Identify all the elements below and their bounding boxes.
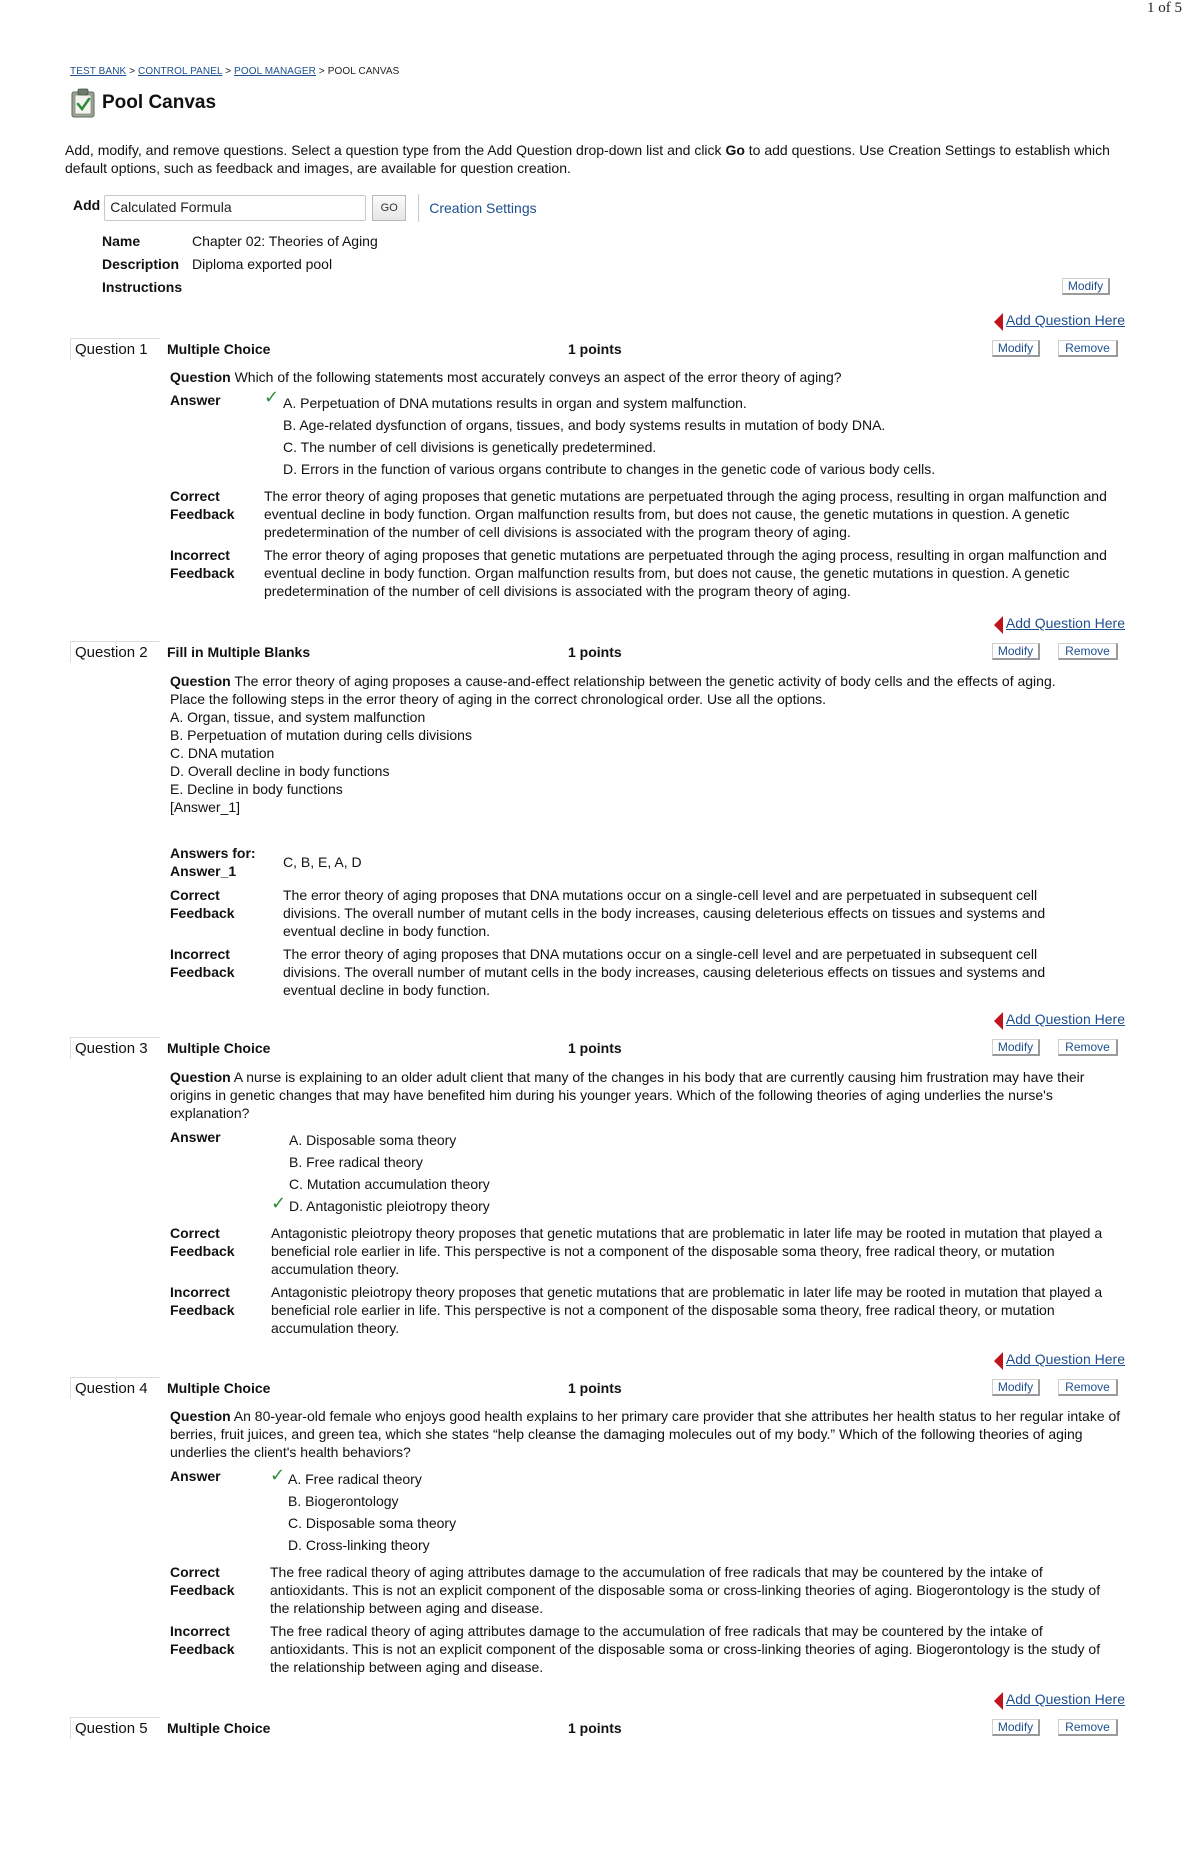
question-5-header [70, 1717, 1122, 1739]
answer-option: A. Free radical theory [288, 1471, 422, 1487]
add-question-here-label: Add Question Here [1005, 1691, 1125, 1707]
answer-option: D. Errors in the function of various organs contribute to changes in the genetic code of various body cells. [283, 461, 936, 477]
pool-instructions-row [102, 279, 192, 295]
question-label: Question [170, 673, 231, 689]
instructions-label: Instructions [102, 279, 183, 295]
question-type: Multiple Choice [167, 1720, 271, 1736]
question-body: An 80-year-old female who enjoys good health explains to her primary care provider that she attributes her health status to her regular intake of berries, fruit juices, and green tea, which she states “help cleanse the damaging molecules out of my body.” Which of the following theories of aging underlies the client's health behaviors? [170, 1408, 1121, 1460]
feedback-word: Feedback [170, 1582, 235, 1598]
correct-word: Correct [170, 1225, 220, 1241]
incorrect-feedback-label [170, 1283, 235, 1319]
question-points: 1 points [568, 341, 622, 357]
breadcrumb [70, 66, 399, 77]
answer-option: D. Antagonistic pleiotropy theory [289, 1198, 490, 1214]
intro-part-1: Add, modify, and remove questions. Select a question type from the Add Question drop-down list and click [65, 142, 726, 158]
question-1-text [170, 368, 1125, 386]
add-question-here-label: Add Question Here [1005, 1351, 1125, 1367]
answer-option: C. Mutation accumulation theory [289, 1176, 490, 1192]
question-body-line: A. Organ, tissue, and system malfunction [170, 709, 426, 725]
remove-question-1-button[interactable]: Remove [1058, 340, 1118, 357]
breadcrumb-separator: > [225, 66, 232, 77]
add-question-here-label: Add Question Here [1005, 1011, 1125, 1027]
question-label: Question [170, 1069, 231, 1085]
breadcrumb-test-bank[interactable]: TEST BANK [70, 66, 127, 77]
page-number: 1 of 5 [1147, 0, 1182, 16]
answer-label: Answer [170, 392, 221, 408]
question-2-header [70, 641, 1122, 663]
correct-feedback-label [170, 886, 235, 922]
question-number: Question 3 [70, 1037, 160, 1059]
remove-question-2-button[interactable]: Remove [1058, 643, 1118, 660]
answer-label: Answer [170, 1129, 221, 1145]
remove-question-4-button[interactable]: Remove [1058, 1379, 1118, 1396]
intro-go-word: Go [725, 142, 745, 158]
answers-for-label [170, 844, 256, 880]
answer-option: C. Disposable soma theory [288, 1515, 457, 1531]
question-type: Multiple Choice [167, 1380, 271, 1396]
feedback-word: Feedback [170, 964, 235, 980]
green-check-icon: ✓ [271, 1193, 287, 1213]
correct-feedback-text: Antagonistic pleiotropy theory proposes that genetic mutations that are problematic in later life may be rooted in mutation that played a beneficial role earlier in life. This perspective is not a component of the disposable soma theory, free radical theory, or mutation accumulation theory. [271, 1225, 1103, 1277]
red-arrow-icon [994, 1352, 1003, 1370]
answer-option: D. Cross-linking theory [288, 1537, 430, 1553]
correct-feedback-label [170, 1563, 235, 1599]
toolbar-divider [418, 194, 419, 222]
breadcrumb-separator: > [318, 66, 325, 77]
question-points: 1 points [568, 1380, 622, 1396]
modify-question-1-button[interactable]: Modify [992, 340, 1040, 357]
red-arrow-icon [994, 616, 1003, 634]
name-label: Name [102, 233, 141, 249]
incorrect-word: Incorrect [170, 1623, 230, 1639]
answers-for-word: Answers for: [170, 845, 256, 861]
correct-word: Correct [170, 1564, 220, 1580]
pool-description: Diploma exported pool [192, 256, 333, 272]
feedback-word: Feedback [170, 1302, 235, 1318]
correct-feedback-label [170, 1224, 235, 1260]
answer-option: B. Free radical theory [289, 1154, 423, 1170]
question-number: Question 1 [70, 338, 160, 360]
question-body-line: [Answer_1] [170, 799, 241, 815]
add-question-here-link[interactable] [994, 1688, 1125, 1710]
question-3-header [70, 1037, 1122, 1059]
breadcrumb-control-panel[interactable]: CONTROL PANEL [138, 66, 223, 77]
red-arrow-icon [994, 1012, 1003, 1030]
answer-option: C. The number of cell divisions is genetically predetermined. [283, 439, 657, 455]
correct-feedback-text: The error theory of aging proposes that genetic mutations are perpetuated through the aging process, resulting in organ malfunction and eventual decline in body function. Organ malfunction results from, but does not cause, the genetic mutations in question. A genetic predetermination of the number of cell divisions is associated with the program theory of aging. [264, 488, 1107, 540]
creation-settings-link[interactable]: Creation Settings [429, 200, 537, 216]
answer-1-word: Answer_1 [170, 863, 237, 879]
feedback-word: Feedback [170, 506, 235, 522]
correct-word: Correct [170, 887, 220, 903]
answer-option: A. Disposable soma theory [289, 1132, 457, 1148]
answer-label: Answer [170, 1468, 221, 1484]
add-label: Add [73, 197, 101, 213]
question-points: 1 points [568, 1720, 622, 1736]
question-type: Fill in Multiple Blanks [167, 644, 311, 660]
go-button[interactable]: GO [372, 195, 406, 221]
feedback-word: Feedback [170, 565, 235, 581]
incorrect-feedback-text: The free radical theory of aging attributes damage to the accumulation of free radicals that may be countered by the intake of antioxidants. This is not an explicit component of the disposable soma or cross-linking theories of aging. Biogerontology is the study of the relationship between aging and disease. [270, 1623, 1101, 1675]
clipboard-check-icon [70, 88, 96, 118]
remove-question-3-button[interactable]: Remove [1058, 1039, 1118, 1056]
modify-question-2-button[interactable]: Modify [992, 643, 1040, 660]
question-body-line: D. Overall decline in body functions [170, 763, 390, 779]
add-question-here-link[interactable] [994, 1348, 1125, 1370]
question-4-text [170, 1407, 1125, 1461]
question-body-line: C. DNA mutation [170, 745, 275, 761]
incorrect-word: Incorrect [170, 946, 230, 962]
intro-part-2: to add questions. Use Creation Settings to establish which default options, such as feedback and images, are available for question creation. [65, 142, 1110, 176]
question-3-text [170, 1068, 1125, 1122]
question-number: Question 2 [70, 641, 160, 663]
question-4-header [70, 1377, 1122, 1399]
pool-name: Chapter 02: Theories of Aging [192, 233, 378, 249]
page-title: Pool Canvas [102, 92, 217, 113]
question-points: 1 points [568, 1040, 622, 1056]
feedback-word: Feedback [170, 905, 235, 921]
green-check-icon: ✓ [270, 1465, 286, 1485]
green-check-icon: ✓ [264, 387, 280, 407]
red-arrow-icon [994, 313, 1003, 331]
question-body-line: The error theory of aging proposes a cause-and-effect relationship between the genetic activity of body cells and the effects of aging. [234, 673, 1056, 689]
question-body-line: Place the following steps in the error theory of aging in the correct chronological order. Use all the options. [170, 691, 827, 707]
feedback-word: Feedback [170, 1243, 235, 1259]
question-1-header [70, 338, 1122, 360]
add-question-here-link[interactable] [994, 309, 1125, 331]
answer-option: A. Perpetuation of DNA mutations results in organ and system malfunction. [283, 395, 747, 411]
add-question-here-label: Add Question Here [1005, 312, 1125, 328]
incorrect-word: Incorrect [170, 1284, 230, 1300]
correct-feedback-text: The free radical theory of aging attributes damage to the accumulation of free radicals that may be countered by the intake of antioxidants. This is not an explicit component of the disposable soma or cross-linking theories of aging. Biogerontology is the study of the relationship between aging and disease. [270, 1564, 1101, 1616]
add-question-here-link[interactable] [994, 612, 1125, 634]
incorrect-feedback-text: The error theory of aging proposes that genetic mutations are perpetuated through the aging process, resulting in organ malfunction and eventual decline in body function. Organ malfunction results from, but does not cause, the genetic mutations in question. A genetic predetermination of the number of cell divisions is associated with the program theory of aging. [264, 547, 1107, 599]
question-body: Which of the following statements most accurately conveys an aspect of the error theory of aging? [234, 369, 842, 385]
incorrect-feedback-label [170, 945, 235, 981]
modify-question-3-button[interactable]: Modify [992, 1039, 1040, 1056]
incorrect-feedback-text: The error theory of aging proposes that DNA mutations occur on a single-cell level and are perpetuated in subsequent cell divisions. The overall number of mutant cells in the body increases, causing deleterious effects on tissues and systems and eventual decline in body function. [283, 946, 1046, 998]
question-type-select[interactable]: Calculated Formula [104, 195, 366, 221]
page-header [70, 88, 216, 118]
pool-description-row [102, 256, 332, 272]
correct-word: Correct [170, 488, 220, 504]
remove-question-5-button[interactable]: Remove [1058, 1719, 1118, 1736]
modify-question-4-button[interactable]: Modify [992, 1379, 1040, 1396]
breadcrumb-current: POOL CANVAS [327, 66, 400, 77]
question-body: A nurse is explaining to an older adult client that many of the changes in his body that are currently causing him frustration may have their origins in genetic changes that may have benefited him during his younger years. Which of the following theories of aging underlies the nurse's explanation? [170, 1069, 1085, 1121]
description-label: Description [102, 256, 180, 272]
incorrect-word: Incorrect [170, 547, 230, 563]
incorrect-feedback-label [170, 546, 235, 582]
pool-name-row [102, 233, 378, 249]
question-number: Question 4 [70, 1377, 160, 1399]
red-arrow-icon [994, 1692, 1003, 1710]
question-body-line: E. Decline in body functions [170, 781, 343, 797]
question-type: Multiple Choice [167, 1040, 271, 1056]
incorrect-feedback-label [170, 1622, 235, 1658]
correct-feedback-label [170, 487, 235, 523]
question-body-line: B. Perpetuation of mutation during cells divisions [170, 727, 472, 743]
question-type: Multiple Choice [167, 341, 271, 357]
question-label: Question [170, 1408, 231, 1424]
answer-option: B. Age-related dysfunction of organs, tissues, and body systems results in mutation of body DNA. [283, 417, 886, 433]
blank-answer-value: C, B, E, A, D [283, 854, 362, 870]
answer-option: B. Biogerontology [288, 1493, 399, 1509]
question-points: 1 points [568, 644, 622, 660]
intro-text [65, 141, 1125, 177]
question-label: Question [170, 369, 231, 385]
breadcrumb-pool-manager[interactable]: POOL MANAGER [234, 66, 317, 77]
add-question-toolbar [73, 194, 537, 222]
question-number: Question 5 [70, 1717, 160, 1739]
correct-feedback-text: The error theory of aging proposes that DNA mutations occur on a single-cell level and are perpetuated in subsequent cell divisions. The overall number of mutant cells in the body increases, causing deleterious effects on tissues and systems and eventual decline in body function. [283, 887, 1046, 939]
add-question-here-link[interactable] [994, 1008, 1125, 1030]
modify-question-5-button[interactable]: Modify [992, 1719, 1040, 1736]
question-2-text [170, 672, 1125, 816]
feedback-word: Feedback [170, 1641, 235, 1657]
incorrect-feedback-text: Antagonistic pleiotropy theory proposes that genetic mutations that are problematic in later life may be rooted in mutation that played a beneficial role earlier in life. This perspective is not a component of the disposable soma theory, free radical theory, or mutation accumulation theory. [271, 1284, 1103, 1336]
breadcrumb-separator: > [129, 66, 136, 77]
add-question-here-label: Add Question Here [1005, 615, 1125, 631]
modify-pool-button[interactable]: Modify [1062, 278, 1110, 295]
